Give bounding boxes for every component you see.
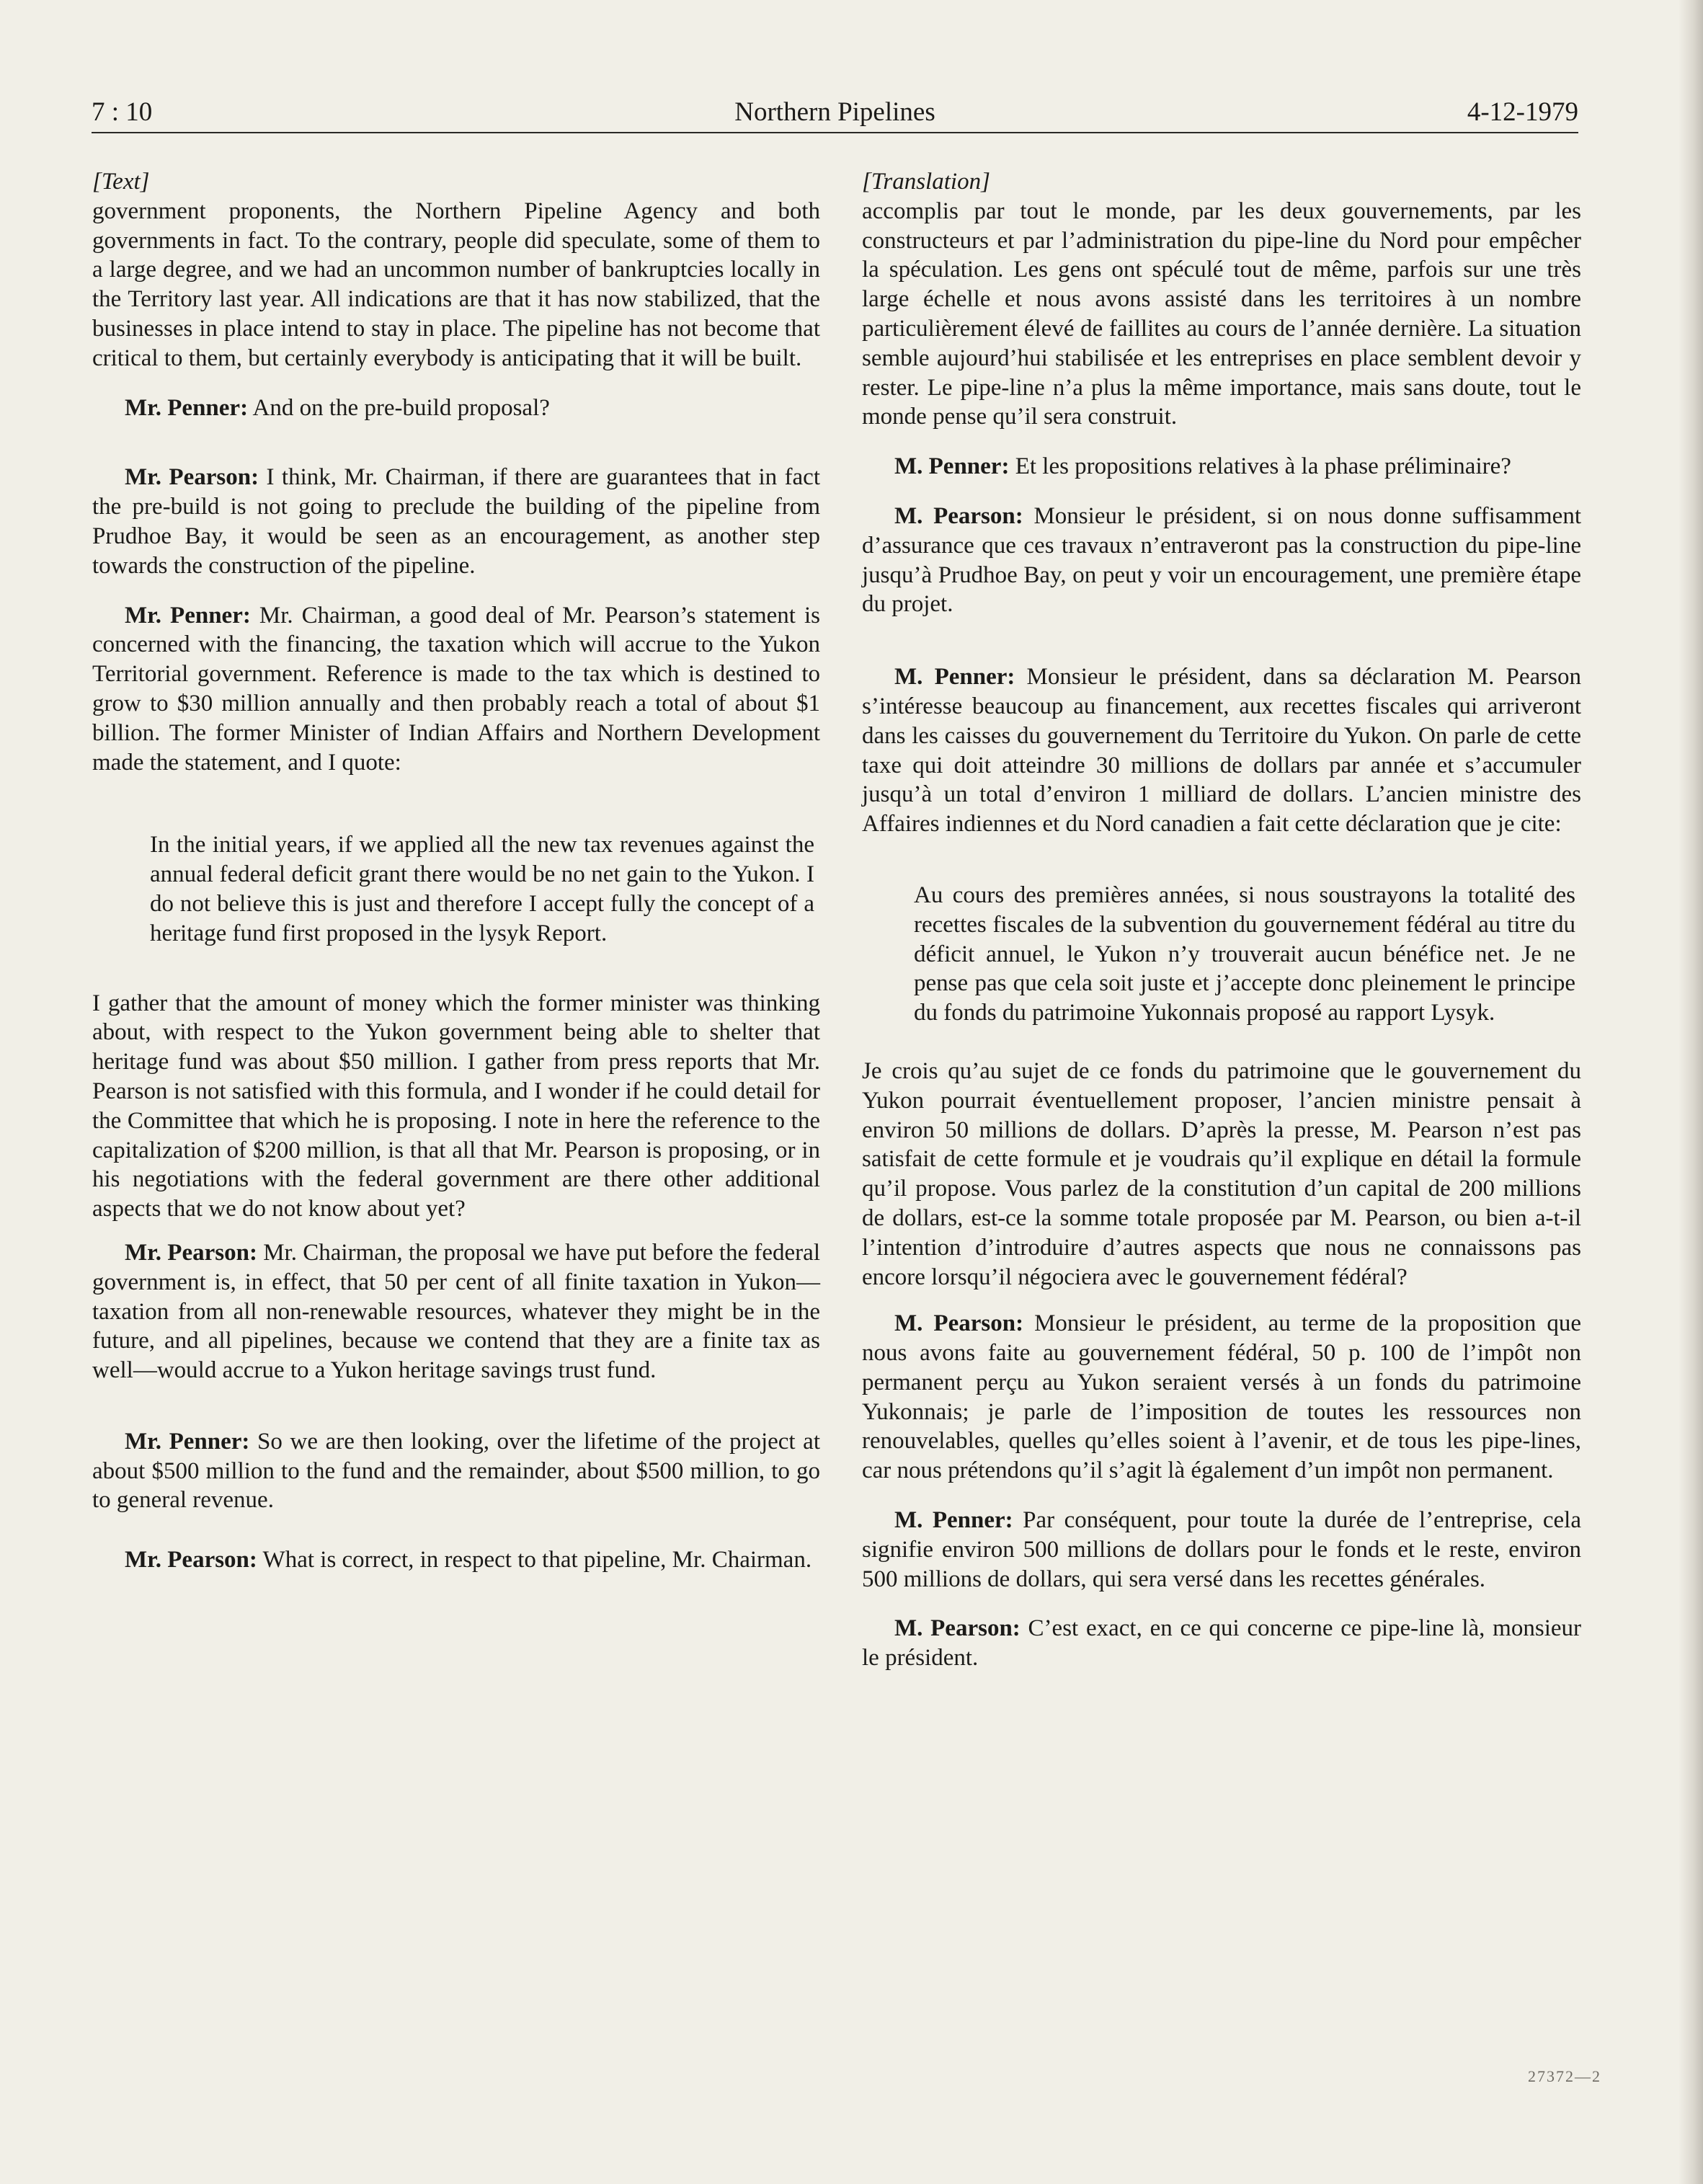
speech-text: Mr. Chairman, the proposal we have put before the federal government is, in effect, that 50 per cent of all finite taxation in Yukon—taxation from all non-renewable resources, whatever they might be in the future, and all pipelines, because we contend that they are a finite tax as well—would accrue to a Yukon heritage savings trust fund. — [92, 1239, 820, 1384]
speaker-paragraph — [862, 662, 1581, 839]
speech-text: Monsieur le président, si on nous donne suffisamment d’assurance que ces travaux n’entraveront pas la construction du pipe-line jusqu’à Prudhoe Bay, on peut y voir un encouragement, une première étape du projet. — [862, 502, 1581, 618]
speaker-name: Mr. Pearson: — [125, 1239, 257, 1266]
paragraph: I gather that the amount of money which the former minister was thinking about, with respect to the Yukon government being able to shelter that heritage fund was about $50 million. I gather from press reports that Mr. Pearson is not satisfied with this formula, and I wonder if he could detail for the Committee that which he is proposing. I note in here the reference to the capitalization of $200 million, is that all that Mr. Pearson is proposing, or in his negotiations with the federal government are there other additional aspects that we do not know about yet? — [92, 990, 820, 1222]
speaker-name: Mr. Pearson: — [125, 1547, 257, 1573]
speaker-name: M. Pearson: — [894, 1615, 1021, 1642]
speaker-paragraph — [862, 1309, 1581, 1486]
speech-text: What is correct, in respect to that pipeline, Mr. Chairman. — [257, 1547, 812, 1573]
column-label: [Text] — [92, 169, 150, 195]
header-date: 4-12-1979 — [1467, 97, 1578, 127]
page-number: 7 : 10 — [92, 97, 153, 127]
speaker-paragraph — [92, 1238, 820, 1385]
speaker-name: Mr. Pearson: — [125, 464, 259, 491]
block-quote: In the initial years, if we applied all the new tax revenues against the annual federal deficit grant there would be no net gain to the Yukon. I do not believe this is just and therefore I accept fully the concept of a heritage fund first proposed in the lysyk Report. — [150, 832, 814, 946]
speaker-paragraph — [862, 452, 1581, 481]
speaker-paragraph — [92, 1545, 820, 1575]
print-folio: 27372—2 — [1528, 2067, 1601, 2085]
speech-text: C’est exact, en ce qui concerne ce pipe-line là, monsieur le président. — [862, 1615, 1581, 1672]
french-column — [862, 167, 1581, 1673]
speaker-paragraph — [92, 394, 820, 423]
speaker-name: M. Pearson: — [894, 502, 1023, 529]
speech-text: So we are then looking, over the lifetime of the project at about $500 million to the fund and the remainder, about $500 million, to go to general revenue. — [92, 1428, 820, 1514]
speaker-paragraph — [92, 601, 820, 778]
speaker-paragraph — [92, 463, 820, 580]
speaker-name: Mr. Penner: — [125, 602, 251, 629]
page-header — [92, 94, 1578, 131]
speech-text: And on the pre-build proposal? — [248, 394, 550, 421]
speaker-paragraph — [92, 1427, 820, 1515]
speaker-name: M. Pearson: — [894, 1310, 1024, 1337]
speaker-paragraph — [862, 1614, 1581, 1673]
block-quote: Au cours des premières années, si nous soustrayons la totalité des recettes fiscales de la subvention du gouvernement fédéral au titre du déficit annuel, le Yukon n’y trouverait aucun bénéfice net. Je ne pense pas que cela soit juste et j’accepte donc pleinement le principe du fonds du patrimoine Yukonnais proposé au rapport Lysyk. — [914, 882, 1575, 1026]
paragraph: accomplis par tout le monde, par les deux gouvernements, par les constructeurs et par l’administration du pipe-line du Nord pour empêcher la spéculation. Les gens ont spéculé tout de même, parfois sur une très large échelle et nous avons assisté dans les territoires à un nombre particulièrement élevé de faillites au cours de l’année dernière. La situation semble aujourd’hui stabilisée et les entreprises en place semblent devoir y rester. Le pipe-line n’a plus la même importance, mais sans doute, tout le monde pense qu’il sera construit. — [862, 197, 1581, 430]
speech-text: Par conséquent, pour toute la durée de l’entreprise, cela signifie environ 500 millions de dollars pour le fonds et le reste, environ 500 millions de dollars, qui sera versé dans les recettes générales. — [862, 1507, 1581, 1592]
speaker-name: M. Penner: — [894, 664, 1015, 691]
english-column — [92, 167, 820, 1575]
header-rule — [92, 132, 1578, 133]
speaker-name: Mr. Penner: — [125, 394, 249, 421]
paragraph: Je crois qu’au sujet de ce fonds du patrimoine que le gouvernement du Yukon pourrait éventuellement proposer, l’ancien ministre pensait à environ 50 millions de dollars. D’après la presse, M. Pearson n’est pas satisfait de cette formule et je voudrais qu’il explique en détail la formule qu’il propose. Vous parlez de la constitution d’un capital de 200 millions de dollars, est-ce la somme totale proposée par M. Pearson, ou bien a-t-il l’intention d’introduire d’autres aspects que nous ne connaissons pas encore lorsqu’il négociera avec le gouvernement fédéral? — [862, 1057, 1581, 1290]
page-edge-shadow — [1678, 0, 1703, 2184]
speaker-name: Mr. Penner: — [125, 1428, 250, 1455]
speaker-name: M. Penner: — [894, 1507, 1013, 1534]
speaker-name: M. Penner: — [894, 453, 1010, 480]
running-title: Northern Pipelines — [734, 97, 935, 127]
speech-text: Et les propositions relatives à la phase préliminaire? — [1009, 453, 1511, 480]
column-label: [Translation] — [862, 169, 990, 195]
speech-text: Monsieur le président, au terme de la proposition que nous avons faite au gouvernement fédéral, 50 p. 100 de l’impôt non permanent perçu au Yukon seraient versés à un fonds du patrimoine Yukonnais; je parle de l’imposition de toutes les ressources non renouvelables, quelles qu’elles soient à l’avenir, et de tous les pipe-lines, car nous prétendons qu’il s’agit là également d’un impôt non permanent. — [862, 1310, 1581, 1484]
speech-text: Mr. Chairman, a good deal of Mr. Pearson’s statement is concerned with the financing, the taxation which will accrue to the Yukon Territorial government. Reference is made to the tax which is destined to grow to $30 million annually and then probably reach a total of about $1 billion. The former Minister of Indian Affairs and Northern Development made the statement, and I quote: — [92, 602, 821, 776]
speaker-paragraph — [862, 502, 1581, 619]
speech-text: Monsieur le président, dans sa déclaration M. Pearson s’intéresse beaucoup au financement, aux recettes fiscales qui arriveront dans les caisses du gouvernement du Territoire du Yukon. On parle de cette taxe qui doit atteindre 30 millions de dollars par année et s’accumuler jusqu’à un total d’environ 1 milliard de dollars. L’ancien ministre des Affaires indiennes et du Nord canadien a fait cette déclaration que je cite: — [862, 664, 1581, 838]
speaker-paragraph — [862, 1506, 1581, 1594]
paragraph: government proponents, the Northern Pipeline Agency and both governments in fact. To the contrary, people did speculate, some of them to a large degree, and we had an uncommon number of bankruptcies locally in the Territory last year. All indications are that it has now stabilized, that the businesses in place intend to stay in place. The pipeline has not become that critical to them, but certainly everybody is anticipating that it will be built. — [92, 197, 820, 371]
speech-text: I think, Mr. Chairman, if there are guarantees that in fact the pre-build is not going to preclude the building of the pipeline from Prudhoe Bay, it would be seen as an encouragement, as another step towards the construction of the pipeline. — [92, 464, 820, 579]
